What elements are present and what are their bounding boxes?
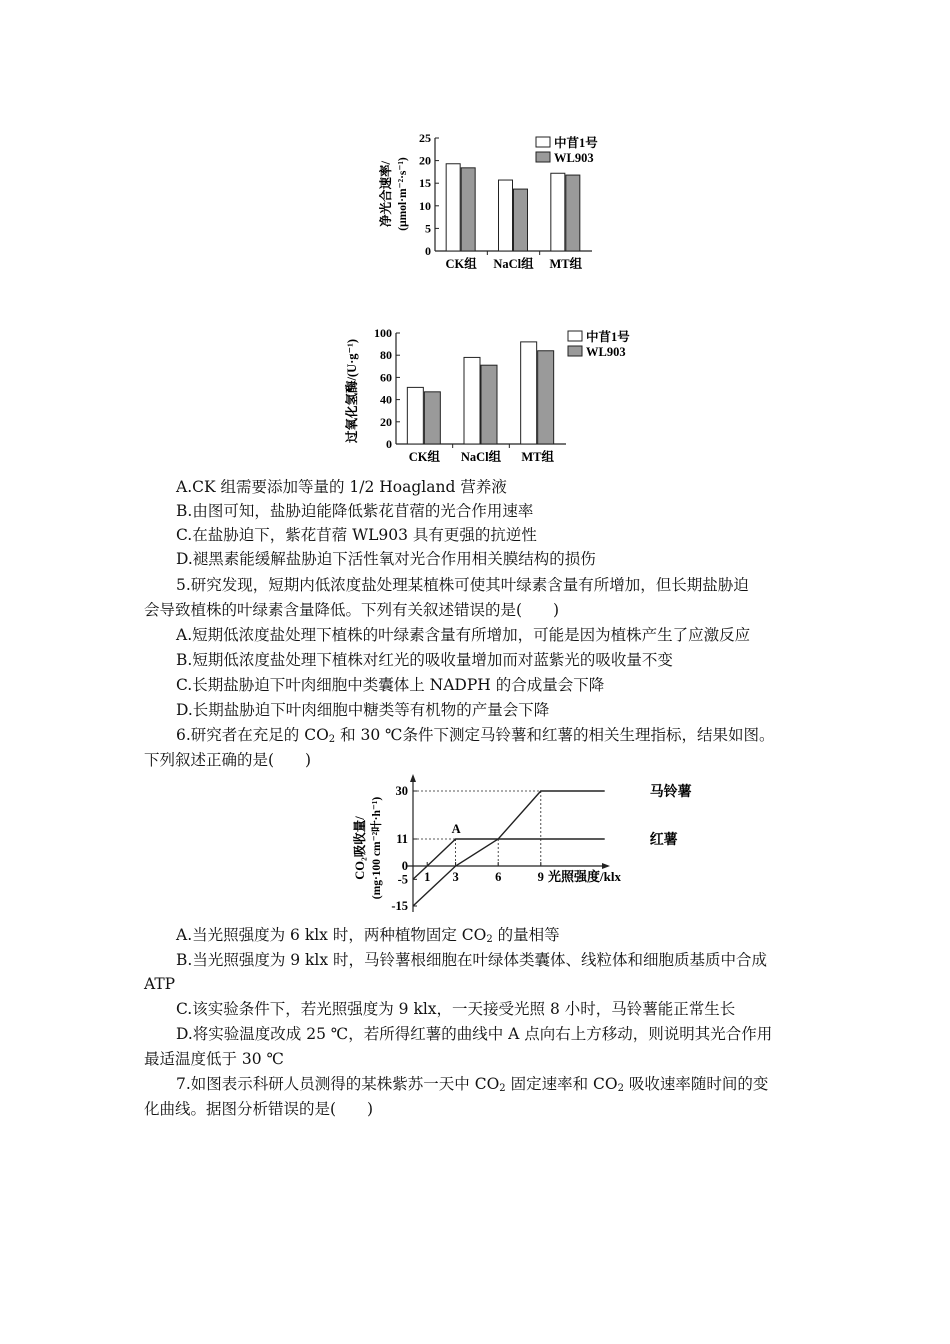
category-label: MT组: [549, 257, 583, 271]
catalase-chart: [340, 323, 650, 468]
bar: [461, 168, 475, 251]
q5-stem-line1: 5.研究发现，短期内低浓度盐处理某植株可使其叶绿素含量有所增加，但长期盐胁迫: [176, 576, 749, 594]
q6-option-d-line2: 最适温度低于 30 ℃: [144, 1050, 284, 1068]
q5-option-c: C.长期盐胁迫下叶肉细胞中类囊体上 NADPH 的合成量会下降: [176, 676, 605, 694]
y-axis-unit-label: (μmol·m⁻²·s⁻¹): [397, 157, 409, 231]
q6-stem-line2: 下列叙述正确的是( ): [144, 751, 312, 769]
legend-swatch: [568, 346, 582, 356]
y-axis-unit-label: (mg·100 cm⁻²叶·h⁻¹): [371, 796, 383, 900]
y-tick-label: 15: [419, 176, 431, 191]
legend-swatch: [568, 331, 582, 341]
legend-label: WL903: [586, 345, 626, 359]
co2-uptake-chart: [340, 770, 692, 920]
q7-stem-sub2: 2: [617, 1083, 624, 1094]
bar: [464, 357, 480, 444]
q6-stem-sub: 2: [328, 734, 336, 745]
point-a-label: A: [451, 822, 461, 836]
q5-stem-line2: 会导致植株的叶绿素含量降低。下列有关叙述错误的是( ): [144, 601, 560, 619]
series-line: [413, 791, 605, 906]
y-axis-arrow: [410, 774, 416, 782]
y-tick-label: -5: [397, 872, 408, 887]
bar: [446, 164, 460, 251]
category-label: CK组: [445, 257, 477, 271]
bar: [551, 173, 565, 251]
bar: [407, 387, 423, 444]
bar: [521, 342, 537, 444]
y-tick-label: 60: [380, 370, 392, 385]
y-tick-label: 25: [419, 131, 431, 145]
legend-swatch: [536, 137, 550, 147]
legend-label: 中苜1号: [586, 330, 630, 344]
series-label: 马铃薯: [649, 785, 692, 800]
y-tick-label: 40: [380, 392, 392, 407]
q6-option-c: C.该实验条件下，若光照强度为 9 klx，一天接受光照 8 小时，马铃薯能正常生长: [176, 1000, 736, 1018]
q6-option-b-line2: ATP: [144, 975, 176, 993]
net-photosynthesis-chart: [370, 128, 620, 273]
q4-option-a: A.CK 组需要添加等量的 1/2 Hoagland 营养液: [176, 478, 507, 496]
bar: [566, 175, 580, 251]
q4-option-c: C.在盐胁迫下，紫花苜蓿 WL903 具有更强的抗逆性: [176, 526, 537, 544]
legend-label: WL903: [554, 151, 594, 165]
category-label: CK组: [408, 450, 440, 464]
q6-option-a-rest: 的量相等: [492, 926, 560, 944]
q4-option-b: B.由图可知，盐胁迫能降低紫花苜蓿的光合作用速率: [176, 502, 534, 520]
q6-option-a-text: A.当光照强度为 6 klx 时，两种植物固定 CO: [176, 926, 487, 944]
q7-stem-text2: 固定速率和 CO: [505, 1075, 618, 1093]
y-tick-label: 0: [401, 859, 408, 873]
q7-stem-text3: 吸收速率随时间的变: [623, 1075, 769, 1093]
bar: [424, 392, 440, 444]
y-tick-label: 20: [380, 414, 392, 429]
y-tick-label: 100: [374, 326, 392, 340]
y-tick-label: 10: [419, 198, 431, 213]
x-tick-label: 9: [537, 870, 544, 884]
y-axis-label: 净光合速率/: [379, 161, 393, 227]
category-label: NaCl组: [493, 257, 534, 271]
y-axis-label: CO₂吸收量/: [353, 816, 367, 880]
x-tick-label: 1: [424, 870, 431, 884]
q7-stem-text: 7.如图表示科研人员测得的某株紫苏一天中 CO: [176, 1075, 500, 1093]
q4-option-d: D.褪黑素能缓解盐胁迫下活性氧对光合作用相关膜结构的损伤: [176, 550, 596, 568]
legend-label: 中苜1号: [554, 136, 598, 150]
y-tick-label: 20: [419, 153, 431, 168]
bar: [499, 180, 513, 251]
y-tick-label: -15: [391, 899, 408, 913]
bar: [538, 351, 554, 444]
q6-option-b-line1: B.当光照强度为 9 klx 时，马铃薯根细胞在叶绿体类囊体、线粒体和细胞质基质中合成: [176, 951, 768, 969]
y-axis-label: 过氧化氢酶/(U·g⁻¹): [345, 338, 359, 444]
x-tick-label: 3: [452, 870, 459, 884]
q6-option-a-sub: 2: [486, 934, 493, 945]
series-label: 红薯: [649, 833, 678, 848]
q5-option-b: B.短期低浓度盐处理下植株对红光的吸收量增加而对蓝紫光的吸收量不变: [176, 651, 673, 669]
q7-stem-line2: 化曲线。据图分析错误的是( ): [144, 1100, 374, 1118]
x-tick-label: 6: [495, 870, 502, 884]
q5-option-d: D.长期盐胁迫下叶肉细胞中糖类等有机物的产量会下降: [176, 701, 550, 719]
y-tick-label: 5: [425, 221, 431, 236]
q6-stem-text-rest: 和 30 ℃条件下测定马铃薯和红薯的相关生理指标，结果如图。: [335, 726, 775, 744]
q5-option-a: A.短期低浓度盐处理下植株的叶绿素含量有所增加，可能是因为植株产生了应激反应: [176, 626, 751, 644]
y-tick-label: 0: [386, 437, 392, 451]
x-axis-label: 光照强度/klx: [548, 869, 621, 884]
y-tick-label: 80: [380, 348, 392, 363]
y-tick-label: 30: [395, 784, 408, 798]
bar: [514, 189, 528, 251]
bar: [481, 365, 497, 444]
y-tick-label: 0: [425, 244, 431, 258]
category-label: MT组: [521, 450, 554, 464]
category-label: NaCl组: [460, 450, 502, 464]
q6-stem-text: 6.研究者在充足的 CO: [176, 726, 329, 744]
legend-swatch: [536, 152, 550, 162]
q6-option-d-line1: D.将实验温度改成 25 ℃，若所得红薯的曲线中 A 点向右上方移动，则说明其光合作用: [176, 1025, 773, 1043]
q7-stem-sub1: 2: [499, 1083, 506, 1094]
y-tick-label: 11: [396, 832, 408, 846]
